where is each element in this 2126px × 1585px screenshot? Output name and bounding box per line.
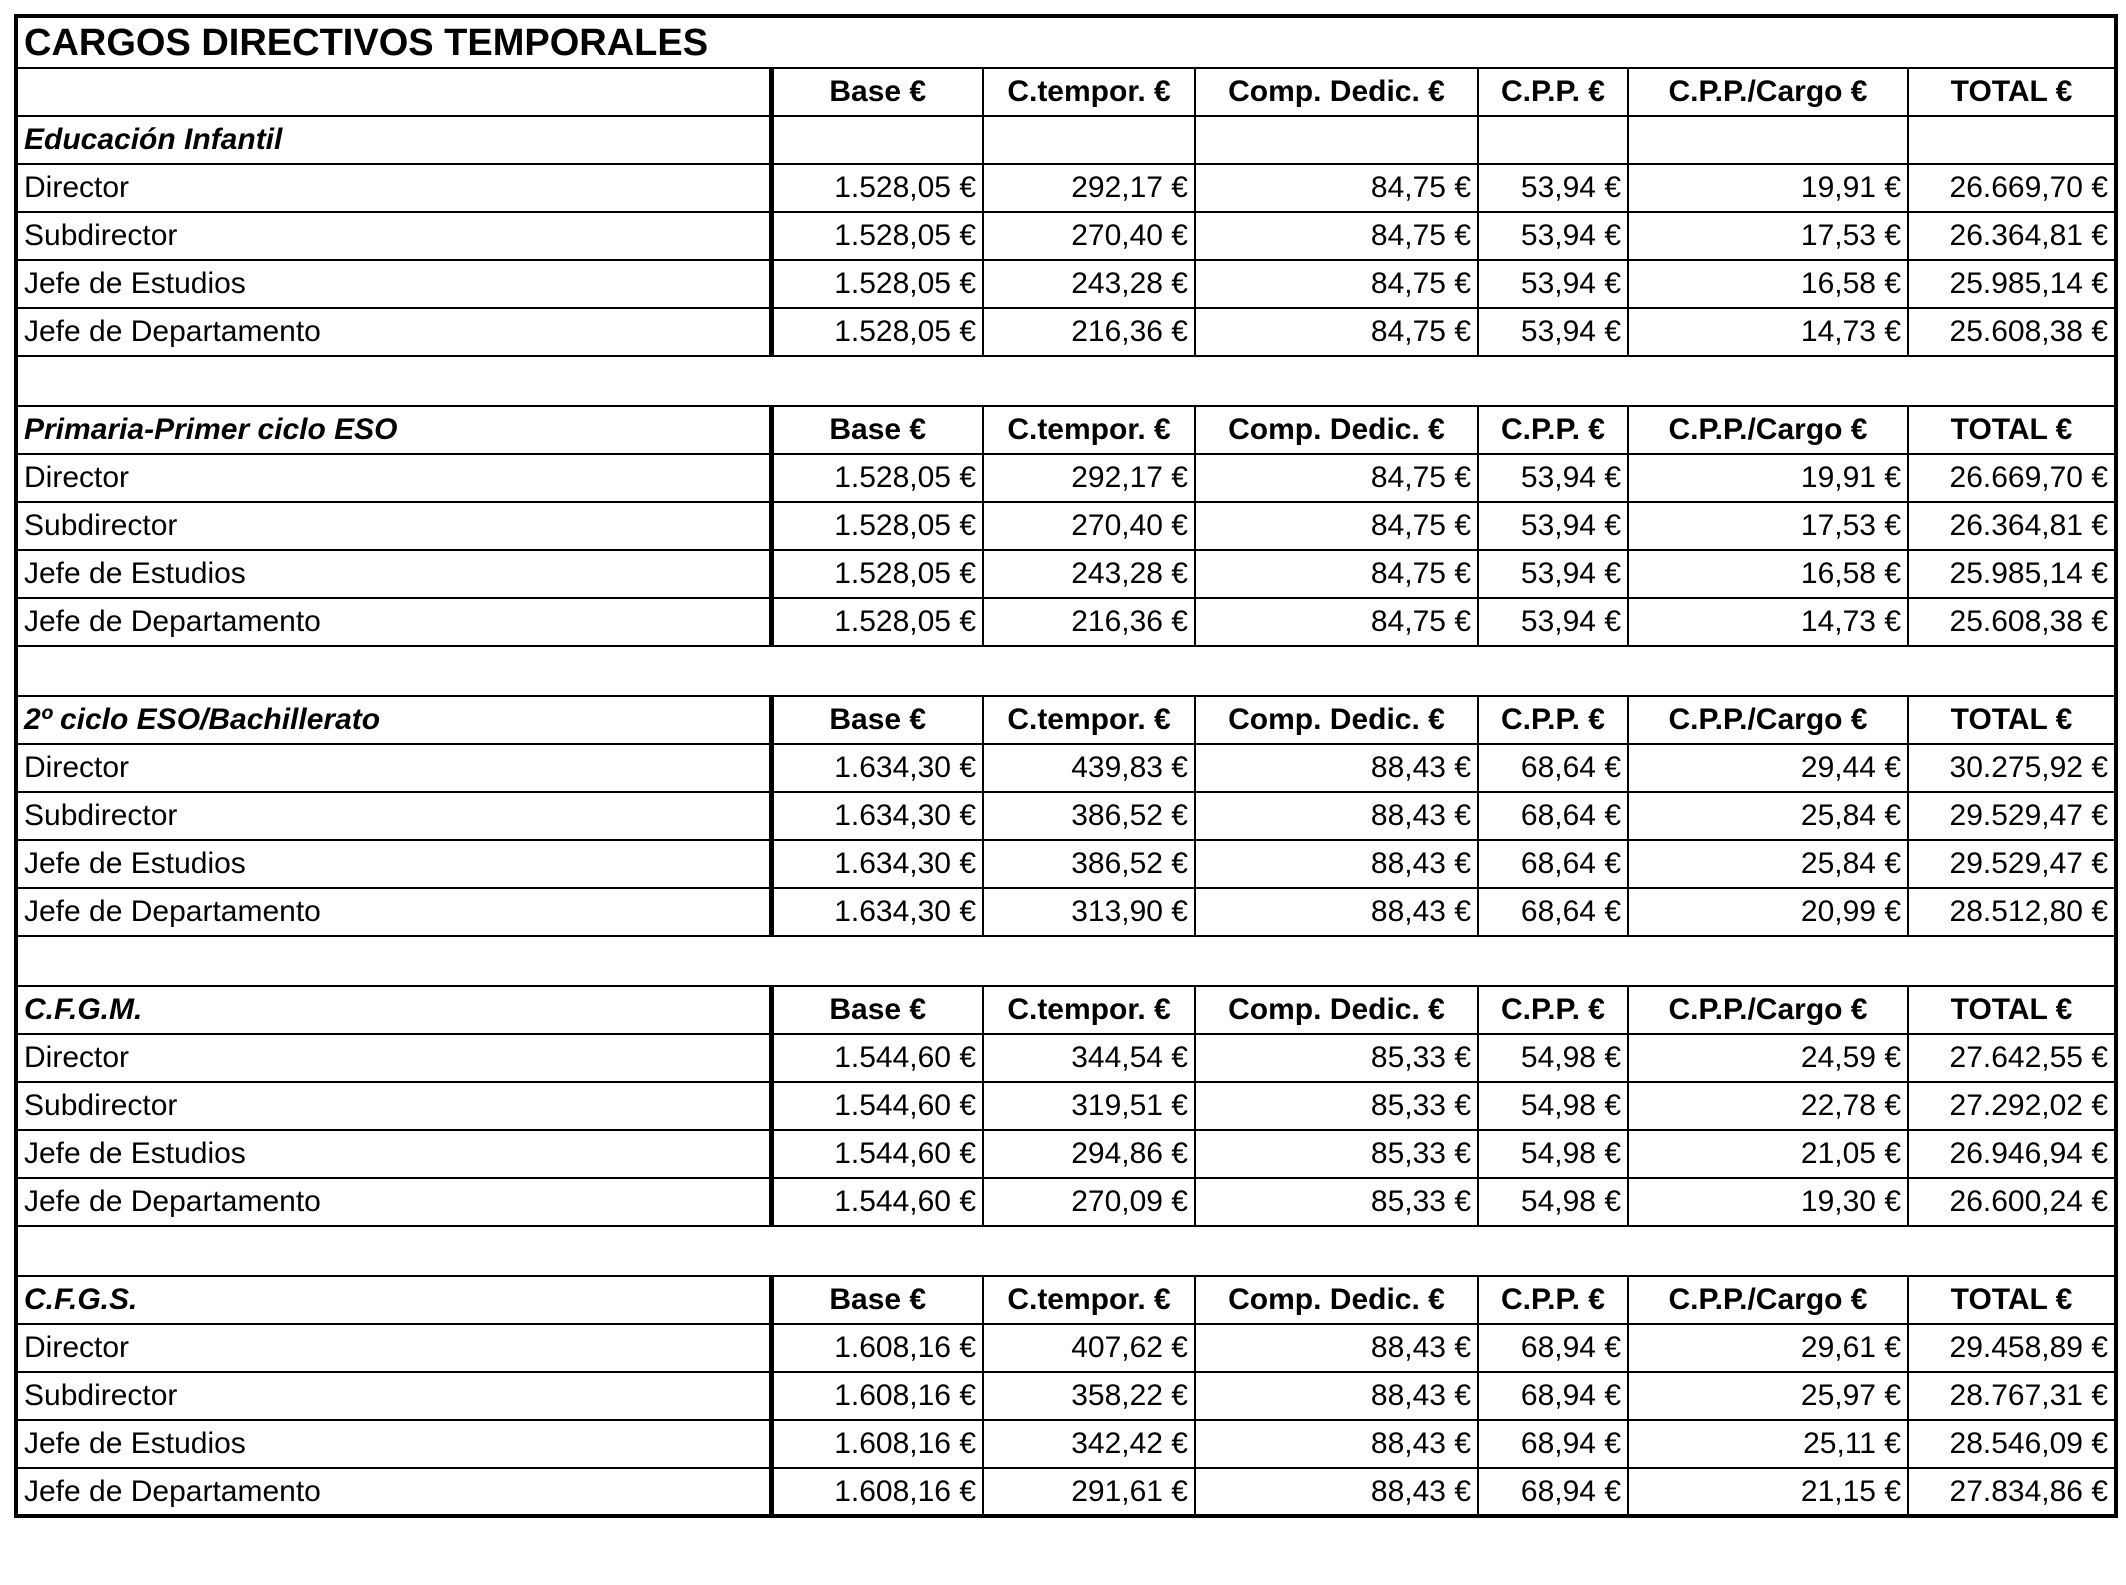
row-label[interactable]: Subdirector <box>16 1372 771 1420</box>
value-cell[interactable]: 243,28 € <box>983 260 1195 308</box>
empty-cell <box>771 116 983 164</box>
column-header: Base € <box>771 696 983 744</box>
value-cell[interactable]: 344,54 € <box>983 1034 1195 1082</box>
table-row <box>16 164 2116 212</box>
value-cell[interactable]: 19,91 € <box>1628 454 1908 502</box>
value-cell[interactable]: 270,40 € <box>983 212 1195 260</box>
value-cell[interactable]: 53,94 € <box>1478 550 1628 598</box>
value-cell[interactable]: 53,94 € <box>1478 598 1628 646</box>
section-header-row <box>16 406 2116 454</box>
value-cell[interactable]: 84,75 € <box>1195 550 1478 598</box>
value-cell[interactable]: 17,53 € <box>1628 212 1908 260</box>
value-cell[interactable]: 21,05 € <box>1628 1130 1908 1178</box>
value-cell[interactable]: 68,94 € <box>1478 1324 1628 1372</box>
row-label[interactable]: Director <box>16 164 771 212</box>
value-cell[interactable]: 85,33 € <box>1195 1082 1478 1130</box>
value-cell[interactable]: 1.528,05 € <box>771 502 983 550</box>
section-header-row <box>16 696 2116 744</box>
spacer-cell <box>16 1226 2116 1276</box>
row-label[interactable]: Jefe de Estudios <box>16 1420 771 1468</box>
value-cell[interactable]: 1.544,60 € <box>771 1034 983 1082</box>
value-cell[interactable]: 291,61 € <box>983 1468 1195 1516</box>
page-title: CARGOS DIRECTIVOS TEMPORALES <box>16 16 2116 68</box>
value-cell[interactable]: 292,17 € <box>983 454 1195 502</box>
row-label[interactable]: Jefe de Departamento <box>16 1468 771 1516</box>
table-row <box>16 308 2116 356</box>
table-row <box>16 454 2116 502</box>
value-cell[interactable]: 20,99 € <box>1628 888 1908 936</box>
row-label[interactable]: Jefe de Estudios <box>16 260 771 308</box>
table-row <box>16 1130 2116 1178</box>
empty-cell <box>983 116 1195 164</box>
value-cell[interactable]: 22,78 € <box>1628 1082 1908 1130</box>
value-cell[interactable]: 68,64 € <box>1478 840 1628 888</box>
table-row <box>16 744 2116 792</box>
column-header: C.P.P./Cargo € <box>1628 986 1908 1034</box>
value-cell[interactable]: 88,43 € <box>1195 1372 1478 1420</box>
column-header: Comp. Dedic. € <box>1195 696 1478 744</box>
value-cell[interactable]: 25,84 € <box>1628 840 1908 888</box>
value-cell[interactable]: 1.528,05 € <box>771 164 983 212</box>
value-cell[interactable]: 292,17 € <box>983 164 1195 212</box>
section-title: Educación Infantil <box>16 116 771 164</box>
value-cell[interactable]: 24,59 € <box>1628 1034 1908 1082</box>
table-row <box>16 840 2116 888</box>
spacer-row <box>16 646 2116 696</box>
column-header: C.P.P./Cargo € <box>1628 406 1908 454</box>
table-row <box>16 260 2116 308</box>
value-cell[interactable]: 1.634,30 € <box>771 792 983 840</box>
table-row <box>16 1468 2116 1516</box>
value-cell[interactable]: 439,83 € <box>983 744 1195 792</box>
column-header: Base € <box>771 986 983 1034</box>
row-label[interactable]: Jefe de Departamento <box>16 598 771 646</box>
row-label[interactable]: Director <box>16 744 771 792</box>
value-cell[interactable]: 28.512,80 € <box>1908 888 2116 936</box>
value-cell[interactable]: 53,94 € <box>1478 308 1628 356</box>
table-row <box>16 792 2116 840</box>
value-cell[interactable]: 30.275,92 € <box>1908 744 2116 792</box>
table-body <box>16 16 2116 1516</box>
value-cell[interactable]: 27.834,86 € <box>1908 1468 2116 1516</box>
value-cell[interactable]: 84,75 € <box>1195 164 1478 212</box>
value-cell[interactable]: 14,73 € <box>1628 308 1908 356</box>
value-cell[interactable]: 85,33 € <box>1195 1178 1478 1226</box>
value-cell[interactable]: 28.546,09 € <box>1908 1420 2116 1468</box>
value-cell[interactable]: 84,75 € <box>1195 502 1478 550</box>
value-cell[interactable]: 313,90 € <box>983 888 1195 936</box>
value-cell[interactable]: 1.528,05 € <box>771 454 983 502</box>
value-cell[interactable]: 68,94 € <box>1478 1468 1628 1516</box>
spacer-row <box>16 936 2116 986</box>
value-cell[interactable]: 1.634,30 € <box>771 888 983 936</box>
value-cell[interactable]: 216,36 € <box>983 598 1195 646</box>
spacer-row <box>16 356 2116 406</box>
value-cell[interactable]: 1.634,30 € <box>771 744 983 792</box>
value-cell[interactable]: 1.608,16 € <box>771 1324 983 1372</box>
value-cell[interactable]: 1.608,16 € <box>771 1420 983 1468</box>
value-cell[interactable]: 26.946,94 € <box>1908 1130 2116 1178</box>
column-header: TOTAL € <box>1908 68 2116 116</box>
value-cell[interactable]: 358,22 € <box>983 1372 1195 1420</box>
value-cell[interactable]: 54,98 € <box>1478 1034 1628 1082</box>
value-cell[interactable]: 25.608,38 € <box>1908 308 2116 356</box>
section-title: 2º ciclo ESO/Bachillerato <box>16 696 771 744</box>
value-cell[interactable]: 294,86 € <box>983 1130 1195 1178</box>
value-cell[interactable]: 26.669,70 € <box>1908 454 2116 502</box>
spacer-cell <box>16 646 2116 696</box>
table-row <box>16 212 2116 260</box>
value-cell[interactable]: 270,40 € <box>983 502 1195 550</box>
value-cell[interactable]: 53,94 € <box>1478 454 1628 502</box>
value-cell[interactable]: 84,75 € <box>1195 212 1478 260</box>
row-label[interactable]: Subdirector <box>16 1082 771 1130</box>
title-row <box>16 16 2116 68</box>
value-cell[interactable]: 85,33 € <box>1195 1130 1478 1178</box>
column-header: TOTAL € <box>1908 986 2116 1034</box>
value-cell[interactable]: 16,58 € <box>1628 260 1908 308</box>
section-title: Primaria-Primer ciclo ESO <box>16 406 771 454</box>
table-row <box>16 1082 2116 1130</box>
value-cell[interactable]: 25.985,14 € <box>1908 260 2116 308</box>
column-header: C.tempor. € <box>983 986 1195 1034</box>
table-row <box>16 550 2116 598</box>
value-cell[interactable]: 84,75 € <box>1195 308 1478 356</box>
value-cell[interactable]: 1.544,60 € <box>771 1130 983 1178</box>
value-cell[interactable]: 25,11 € <box>1628 1420 1908 1468</box>
spacer-cell <box>16 936 2116 986</box>
value-cell[interactable]: 54,98 € <box>1478 1178 1628 1226</box>
row-label[interactable]: Subdirector <box>16 792 771 840</box>
value-cell[interactable]: 68,64 € <box>1478 744 1628 792</box>
value-cell[interactable]: 19,30 € <box>1628 1178 1908 1226</box>
value-cell[interactable]: 28.767,31 € <box>1908 1372 2116 1420</box>
column-header: C.P.P./Cargo € <box>1628 1276 1908 1324</box>
column-header: Base € <box>771 68 983 116</box>
column-header: Base € <box>771 406 983 454</box>
value-cell[interactable]: 26.600,24 € <box>1908 1178 2116 1226</box>
value-cell[interactable]: 319,51 € <box>983 1082 1195 1130</box>
value-cell[interactable]: 1.544,60 € <box>771 1082 983 1130</box>
value-cell[interactable]: 21,15 € <box>1628 1468 1908 1516</box>
value-cell[interactable]: 88,43 € <box>1195 1420 1478 1468</box>
value-cell[interactable]: 27.642,55 € <box>1908 1034 2116 1082</box>
value-cell[interactable]: 53,94 € <box>1478 260 1628 308</box>
column-header: TOTAL € <box>1908 406 2116 454</box>
value-cell[interactable]: 1.544,60 € <box>771 1178 983 1226</box>
value-cell[interactable]: 85,33 € <box>1195 1034 1478 1082</box>
value-cell[interactable]: 243,28 € <box>983 550 1195 598</box>
section-header-row <box>16 1276 2116 1324</box>
value-cell[interactable]: 88,43 € <box>1195 1324 1478 1372</box>
column-header: C.tempor. € <box>983 68 1195 116</box>
row-label[interactable]: Jefe de Estudios <box>16 1130 771 1178</box>
column-header: Comp. Dedic. € <box>1195 1276 1478 1324</box>
value-cell[interactable]: 25.608,38 € <box>1908 598 2116 646</box>
row-label[interactable]: Jefe de Estudios <box>16 840 771 888</box>
row-label[interactable]: Subdirector <box>16 212 771 260</box>
value-cell[interactable]: 26.364,81 € <box>1908 212 2116 260</box>
value-cell[interactable]: 1.608,16 € <box>771 1372 983 1420</box>
value-cell[interactable]: 68,94 € <box>1478 1420 1628 1468</box>
table-row <box>16 888 2116 936</box>
salary-table <box>14 14 2118 1518</box>
table-row <box>16 1372 2116 1420</box>
value-cell[interactable]: 17,53 € <box>1628 502 1908 550</box>
column-header: Comp. Dedic. € <box>1195 406 1478 454</box>
value-cell[interactable]: 19,91 € <box>1628 164 1908 212</box>
value-cell[interactable]: 1.528,05 € <box>771 598 983 646</box>
value-cell[interactable]: 14,73 € <box>1628 598 1908 646</box>
column-header: C.P.P. € <box>1478 986 1628 1034</box>
row-label[interactable]: Jefe de Departamento <box>16 308 771 356</box>
value-cell[interactable]: 386,52 € <box>983 840 1195 888</box>
column-header: Comp. Dedic. € <box>1195 986 1478 1034</box>
value-cell[interactable]: 1.634,30 € <box>771 840 983 888</box>
value-cell[interactable]: 386,52 € <box>983 792 1195 840</box>
value-cell[interactable]: 53,94 € <box>1478 212 1628 260</box>
value-cell[interactable]: 26.364,81 € <box>1908 502 2116 550</box>
value-cell[interactable]: 53,94 € <box>1478 502 1628 550</box>
value-cell[interactable]: 29.529,47 € <box>1908 792 2116 840</box>
value-cell[interactable]: 88,43 € <box>1195 792 1478 840</box>
empty-cell <box>1195 116 1478 164</box>
column-header: C.tempor. € <box>983 1276 1195 1324</box>
spreadsheet <box>14 14 2118 1518</box>
value-cell[interactable]: 25.985,14 € <box>1908 550 2116 598</box>
section-title: C.F.G.S. <box>16 1276 771 1324</box>
column-header: Comp. Dedic. € <box>1195 68 1478 116</box>
value-cell[interactable]: 29,44 € <box>1628 744 1908 792</box>
column-header: C.P.P./Cargo € <box>1628 696 1908 744</box>
value-cell[interactable]: 88,43 € <box>1195 840 1478 888</box>
section-header-row <box>16 986 2116 1034</box>
header-row <box>16 68 2116 116</box>
value-cell[interactable]: 54,98 € <box>1478 1082 1628 1130</box>
spacer-cell <box>16 356 2116 406</box>
section-row <box>16 116 2116 164</box>
table-row <box>16 598 2116 646</box>
row-label[interactable]: Director <box>16 1324 771 1372</box>
row-label[interactable]: Jefe de Estudios <box>16 550 771 598</box>
empty-cell <box>1478 116 1628 164</box>
table-row <box>16 1178 2116 1226</box>
value-cell[interactable]: 84,75 € <box>1195 454 1478 502</box>
empty-cell <box>1628 116 1908 164</box>
table-row <box>16 1324 2116 1372</box>
value-cell[interactable]: 1.608,16 € <box>771 1468 983 1516</box>
value-cell[interactable]: 53,94 € <box>1478 164 1628 212</box>
value-cell[interactable]: 216,36 € <box>983 308 1195 356</box>
table-row <box>16 1420 2116 1468</box>
value-cell[interactable]: 407,62 € <box>983 1324 1195 1372</box>
value-cell[interactable]: 29,61 € <box>1628 1324 1908 1372</box>
value-cell[interactable]: 1.528,05 € <box>771 308 983 356</box>
row-label[interactable]: Subdirector <box>16 502 771 550</box>
value-cell[interactable]: 342,42 € <box>983 1420 1195 1468</box>
value-cell[interactable]: 25,84 € <box>1628 792 1908 840</box>
value-cell[interactable]: 84,75 € <box>1195 598 1478 646</box>
row-label[interactable]: Director <box>16 454 771 502</box>
value-cell[interactable]: 25,97 € <box>1628 1372 1908 1420</box>
value-cell[interactable]: 88,43 € <box>1195 888 1478 936</box>
value-cell[interactable]: 26.669,70 € <box>1908 164 2116 212</box>
value-cell[interactable]: 27.292,02 € <box>1908 1082 2116 1130</box>
row-label[interactable]: Director <box>16 1034 771 1082</box>
column-header: C.P.P. € <box>1478 696 1628 744</box>
column-header: TOTAL € <box>1908 1276 2116 1324</box>
value-cell[interactable]: 1.528,05 € <box>771 550 983 598</box>
column-header: C.tempor. € <box>983 406 1195 454</box>
column-header: C.tempor. € <box>983 696 1195 744</box>
value-cell[interactable]: 29.529,47 € <box>1908 840 2116 888</box>
value-cell[interactable]: 84,75 € <box>1195 260 1478 308</box>
value-cell[interactable]: 68,64 € <box>1478 792 1628 840</box>
column-header: C.P.P. € <box>1478 406 1628 454</box>
row-label[interactable]: Jefe de Departamento <box>16 888 771 936</box>
value-cell[interactable]: 68,64 € <box>1478 888 1628 936</box>
value-cell[interactable]: 1.528,05 € <box>771 212 983 260</box>
value-cell[interactable]: 16,58 € <box>1628 550 1908 598</box>
column-header: C.P.P. € <box>1478 68 1628 116</box>
table-row <box>16 502 2116 550</box>
table-row <box>16 1034 2116 1082</box>
value-cell[interactable]: 54,98 € <box>1478 1130 1628 1178</box>
value-cell[interactable]: 68,94 € <box>1478 1372 1628 1420</box>
value-cell[interactable]: 88,43 € <box>1195 1468 1478 1516</box>
column-header: C.P.P. € <box>1478 1276 1628 1324</box>
column-header: TOTAL € <box>1908 696 2116 744</box>
section-title: C.F.G.M. <box>16 986 771 1034</box>
value-cell[interactable]: 29.458,89 € <box>1908 1324 2116 1372</box>
value-cell[interactable]: 270,09 € <box>983 1178 1195 1226</box>
empty-cell <box>1908 116 2116 164</box>
header-blank-cell <box>16 68 771 116</box>
value-cell[interactable]: 1.528,05 € <box>771 260 983 308</box>
spacer-row <box>16 1226 2116 1276</box>
row-label[interactable]: Jefe de Departamento <box>16 1178 771 1226</box>
value-cell[interactable]: 88,43 € <box>1195 744 1478 792</box>
column-header: Base € <box>771 1276 983 1324</box>
column-header: C.P.P./Cargo € <box>1628 68 1908 116</box>
